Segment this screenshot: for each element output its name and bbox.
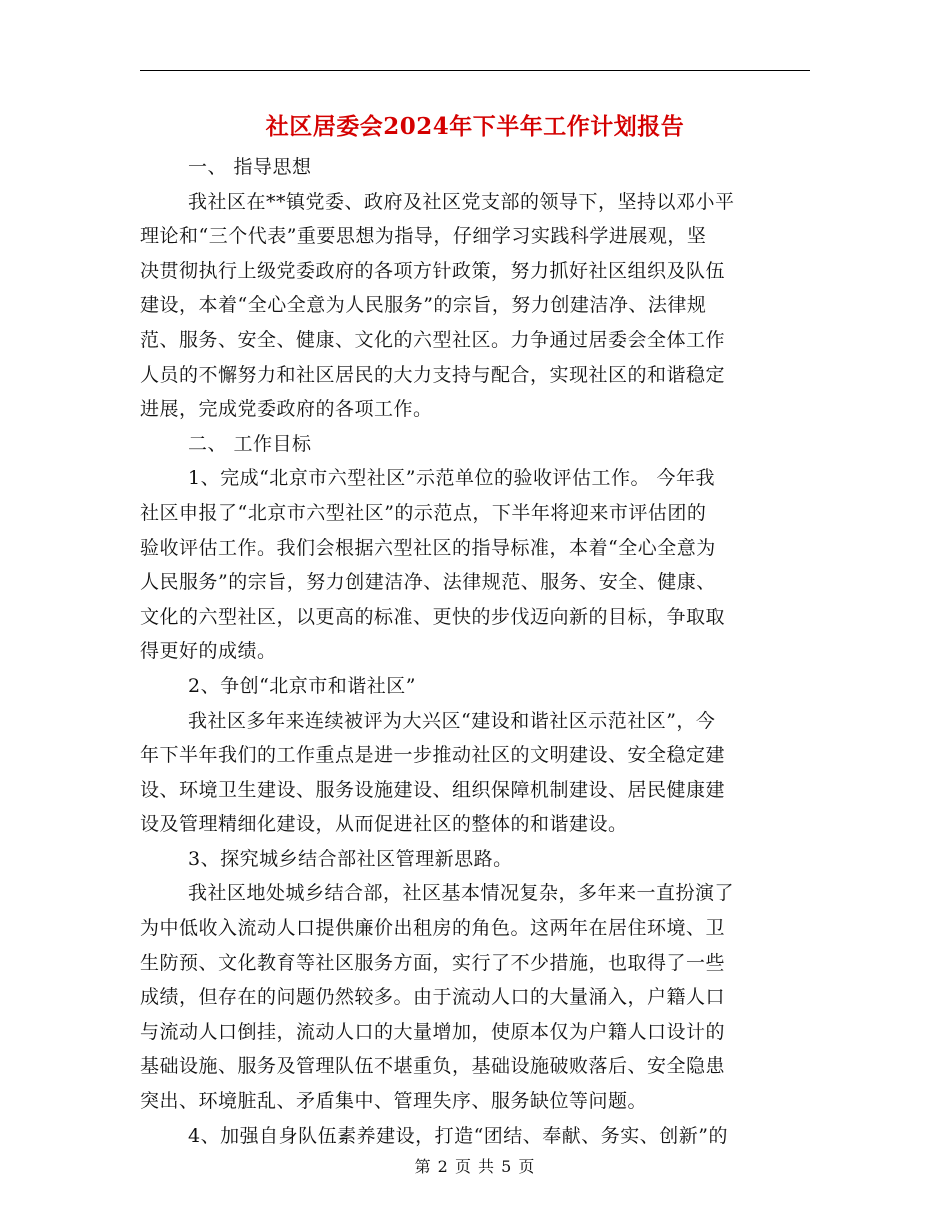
text-line: 年下半年我们的工作重点是进一步推动社区的文明建设、安全稳定建 bbox=[140, 744, 726, 767]
text-line: 1、完成“北京市六型社区”示范单位的验收评估工作。 今年我 bbox=[188, 467, 716, 490]
text-line: 为中低收入流动人口提供廉价出租房的角色。这两年在居住环境、卫 bbox=[140, 917, 726, 940]
header-rule bbox=[140, 70, 810, 71]
text-line: 人民服务”的宗旨，努力创建洁净、法律规范、服务、安全、健康、 bbox=[140, 571, 716, 594]
text-line: 建设，本着“全心全意为人民服务”的宗旨，努力创建洁净、法律规 bbox=[140, 294, 707, 317]
text-line: 人员的不懈努力和社区居民的大力支持与配合，实现社区的和谐稳定 bbox=[140, 363, 726, 386]
text-line: 突出、环境脏乱、矛盾集中、管理失序、服务缺位等问题。 bbox=[140, 1090, 648, 1113]
text-line: 与流动人口倒挂，流动人口的大量增加，使原本仅为户籍人口设计的 bbox=[140, 1020, 726, 1043]
text-line: 设及管理精细化建设，从而促进社区的整体的和谐建设。 bbox=[140, 813, 628, 836]
text-line: 4、加强自身队伍素养建设，打造“团结、奉献、务实、创新”的 bbox=[188, 1124, 729, 1147]
text-line: 二、 工作目标 bbox=[188, 432, 312, 455]
page-number: 第 2 页 共 5 页 bbox=[414, 1157, 536, 1176]
document-title: 社区居委会2024年下半年工作计划报告 bbox=[265, 113, 685, 140]
text-line: 我社区多年来连续被评为大兴区“建设和谐社区示范社区”，今 bbox=[188, 709, 716, 732]
text-line: 3、探究城乡结合部社区管理新思路。 bbox=[188, 847, 513, 870]
text-line: 成绩，但存在的问题仍然较多。由于流动人口的大量涌入，户籍人口 bbox=[140, 986, 726, 1009]
document-body bbox=[140, 150, 810, 1153]
text-line: 我社区地处城乡结合部，社区基本情况复杂，多年来一直扮演了 bbox=[188, 882, 735, 905]
text-line: 我社区在**镇党委、政府及社区党支部的领导下，坚持以邓小平 bbox=[188, 190, 735, 213]
text-line: 理论和“三个代表”重要思想为指导，仔细学习实践科学进展观，坚 bbox=[140, 225, 707, 248]
text-line: 社区申报了“北京市六型社区”的示范点，下半年将迎来市评估团的 bbox=[140, 501, 707, 524]
text-line: 进展，完成党委政府的各项工作。 bbox=[140, 398, 433, 421]
text-line: 文化的六型社区，以更高的标准、更快的步伐迈向新的目标，争取取 bbox=[140, 605, 726, 628]
text-line: 得更好的成绩。 bbox=[140, 640, 277, 663]
text-line: 生防预、文化教育等社区服务方面，实行了不少措施，也取得了一些 bbox=[140, 951, 726, 974]
text-line: 2、争创“北京市和谐社区” bbox=[188, 674, 417, 697]
text-line: 基础设施、服务及管理队伍不堪重负，基础设施破败落后、安全隐患 bbox=[140, 1055, 726, 1078]
text-line: 一、 指导思想 bbox=[188, 156, 312, 178]
text-line: 验收评估工作。我们会根据六型社区的指导标准，本着“全心全意为 bbox=[140, 536, 716, 559]
text-line: 范、服务、安全、健康、文化的六型社区。力争通过居委会全体工作 bbox=[140, 328, 726, 351]
text-line: 设、环境卫生建设、服务设施建设、组织保障机制建设、居民健康建 bbox=[140, 778, 726, 801]
text-line: 决贯彻执行上级党委政府的各项方针政策，努力抓好社区组织及队伍 bbox=[140, 259, 726, 282]
